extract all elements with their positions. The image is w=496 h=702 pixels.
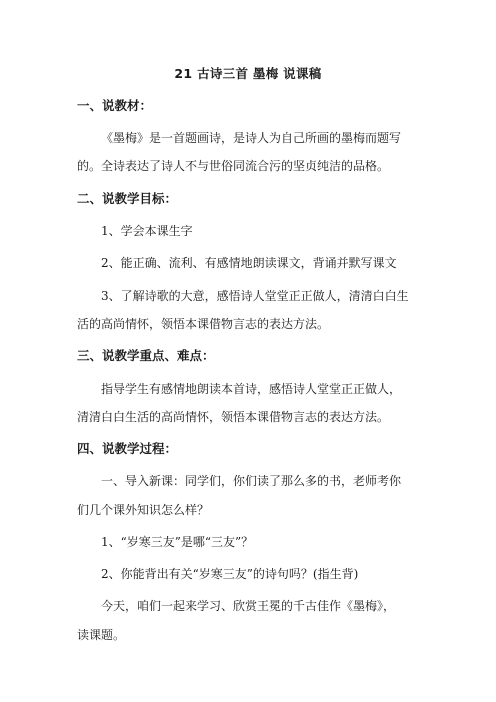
- section-heading-textbook: 一、说教材：: [77, 98, 153, 113]
- paragraph-line: 2、能正确、流利、有感情地朗读课文，背诵并默写课文: [101, 256, 397, 270]
- paragraph-line: 活的高尚情怀，领悟本课借物言志的表达方法。: [77, 317, 330, 331]
- section-heading-process: 四、说教学过程：: [77, 441, 178, 456]
- paragraph-line: 清清白白生活的高尚情怀，领悟本课借物言志的表达方法。: [77, 410, 390, 424]
- page-title: 21 古诗三首 墨梅 说课稿: [174, 66, 322, 81]
- paragraph-line: 指导学生有感情地朗读本首诗，感悟诗人堂堂正正做人，: [101, 382, 402, 396]
- paragraph-line: 的。全诗表达了诗人不与世俗同流合污的坚贞纯洁的品格。: [77, 159, 390, 173]
- paragraph-line: 《墨梅》是一首题画诗，是诗人为自己所画的墨梅而题写: [101, 131, 402, 145]
- paragraph-line: 读课题。: [77, 628, 126, 642]
- paragraph-line: 2、你能背出有关“岁寒三友”的诗句吗？(指生背): [101, 567, 359, 581]
- section-heading-objectives: 二、说教学目标：: [77, 191, 178, 206]
- paragraph-line: 们几个课外知识怎么样？: [77, 503, 210, 517]
- section-heading-key-points: 三、说教学重点、难点：: [77, 348, 215, 363]
- paragraph-line: 1、学会本课生字: [101, 224, 193, 238]
- paragraph-line: 今天，咱们一起来学习、欣赏王冕的千古佳作《墨梅》，: [101, 599, 396, 613]
- paragraph-line: 3、了解诗歌的大意，感悟诗人堂堂正正做人，清清白白生: [101, 289, 409, 303]
- paragraph-line: 一、导入新课：同学们，你们读了那么多的书，老师考你: [101, 474, 402, 488]
- paragraph-line: 1、“岁寒三友”是哪“三友”？: [101, 535, 254, 549]
